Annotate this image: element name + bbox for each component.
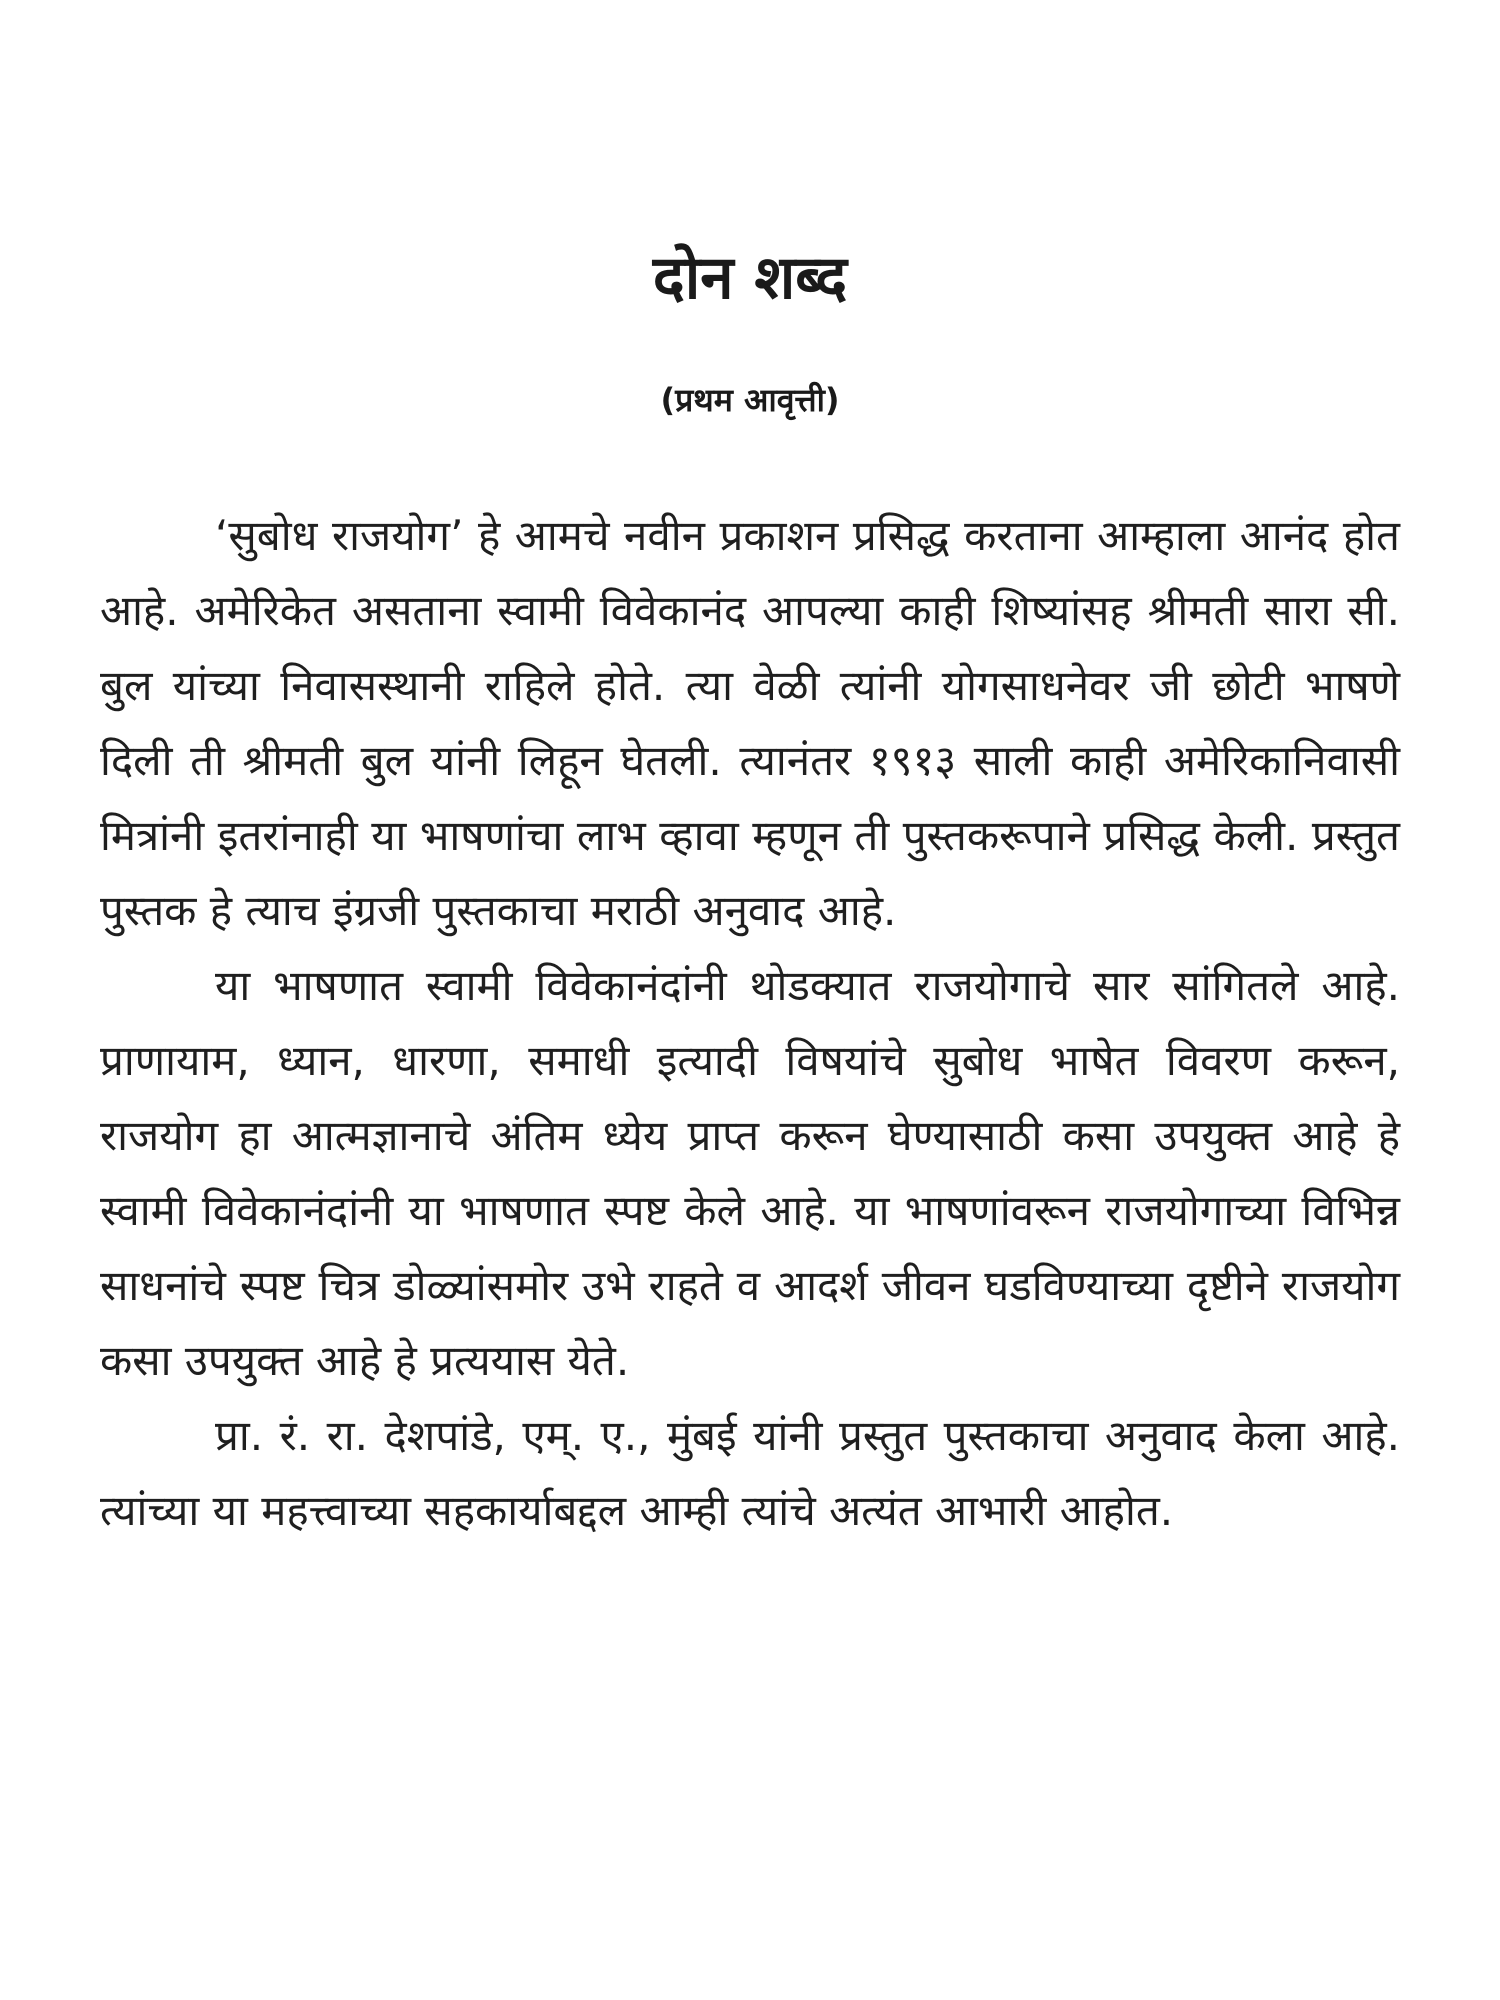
page-subtitle: (प्रथम आवृत्ती) <box>660 381 840 419</box>
page-title: दोन शब्द <box>652 243 848 313</box>
paragraph-2: या भाषणात स्वामी विवेकानंदांनी थोडक्यात राजयोगाचे सार सांगितले आहे. प्राणायाम, ध्यान, धारणा, समाधी इत्यादी विषयांचे सुबोध भाषेत विवरण करून, राजयोग हा आत्मज्ञानाचे अंतिम ध्येय प्राप्त करून घेण्यासाठी कसा उपयुक्त आहे हे स्वामी विवेकानंदांनी या भाषणात स्पष्ट केले आहे. या भाषणांवरून राजयोगाच्या विभिन्न साधनांचे स्पष्ट चित्र डोळ्यांसमोर उभे राहते व आदर्श जीवन घडविण्याच्या दृष्टीने राजयोग कसा उपयुक्त आहे हे प्रत्ययास येते. <box>100 961 1400 1385</box>
body-text <box>100 498 1400 1548</box>
paragraph-1: ‘सुबोध राजयोग’ हे आमचे नवीन प्रकाशन प्रसिद्ध करताना आम्हाला आनंद होत आहे. अमेरिकेत असताना स्वामी विवेकानंद आपल्या काही शिष्यांसह श्रीमती सारा सी. बुल यांच्या निवासस्थानी राहिले होते. त्या वेळी त्यांनी योगसाधनेवर जी छोटी भाषणे दिली ती श्रीमती बुल यांनी लिहून घेतली. त्यानंतर १९१३ साली काही अमेरिकानिवासी मित्रांनी इतरांनाही या भाषणांचा लाभ व्हावा म्हणून ती पुस्तकरूपाने प्रसिद्ध केली. प्रस्तुत पुस्तक हे त्याच इंग्रजी पुस्तकाचा मराठी अनुवाद आहे. <box>100 511 1400 935</box>
paragraph-3: प्रा. रं. रा. देशपांडे, एम्. ए., मुंबई यांनी प्रस्तुत पुस्तकाचा अनुवाद केला आहे. त्यांच्या या महत्त्वाच्या सहकार्याबद्दल आम्ही त्यांचे अत्यंत आभारी आहोत. <box>100 1411 1400 1535</box>
